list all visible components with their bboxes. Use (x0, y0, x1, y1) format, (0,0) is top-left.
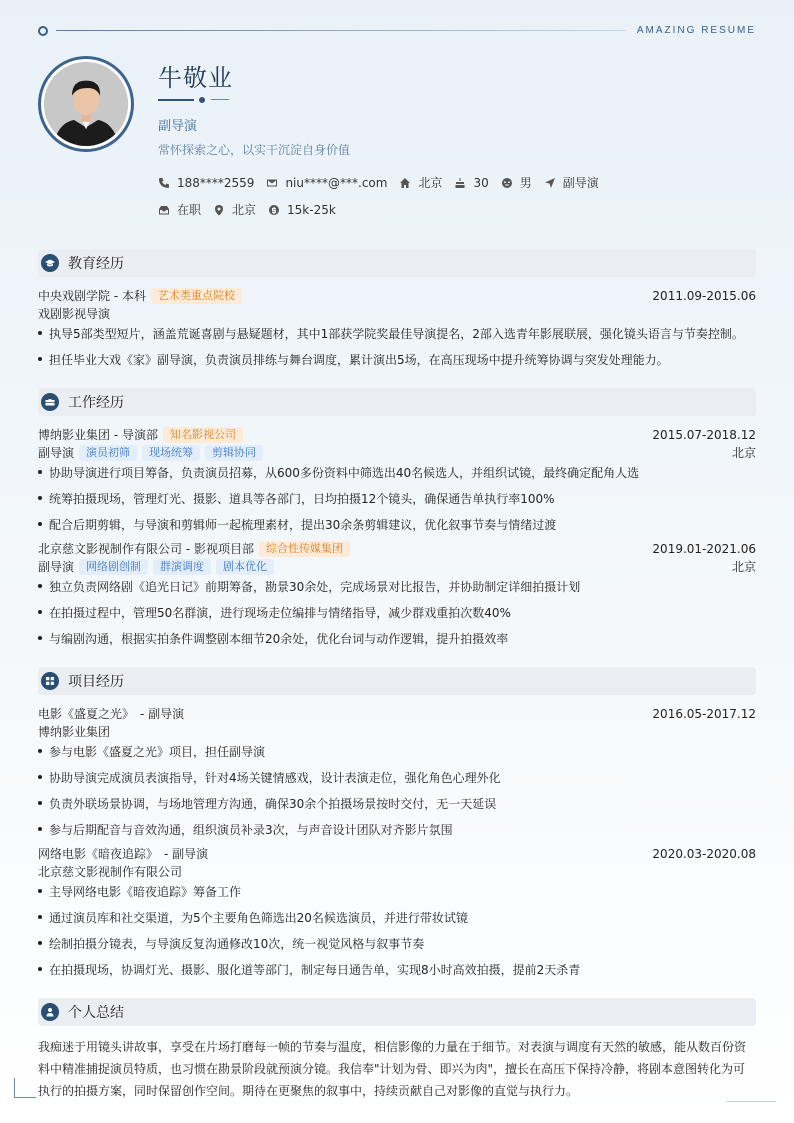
company-name: 博纳影业集团 - 导演部 (38, 428, 158, 442)
target-value: 副导演 (562, 176, 599, 190)
grid-icon (41, 672, 59, 690)
list-item: 主导网络电影《暗夜追踪》筹备工作 (38, 883, 756, 900)
project-role: - 副导演 (164, 847, 209, 861)
salary-info (268, 203, 336, 217)
list-item: 负责外联场景协调，与场地管理方沟通，确保30余个拍摄场景按时交付，无一天延误 (38, 795, 756, 812)
circle-icon (38, 26, 48, 36)
role-name: 副导演 (38, 560, 75, 574)
school-tag: 艺术类重点院校 (151, 288, 242, 304)
city-value: 北京 (418, 176, 443, 190)
target-city-value: 北京 (232, 203, 257, 217)
avatar (38, 56, 134, 152)
list-item: 在拍摄过程中，管理50名群演，进行现场走位编排与情绪指导，减少群戏重拍次数40% (38, 604, 756, 621)
contact-info-row (158, 174, 611, 191)
list-item: 协助导演完成演员表演指导，针对4场关键情感戏，设计表演走位，强化角色心理外化 (38, 769, 756, 786)
brand-label: AMAZING RESUME (636, 25, 756, 36)
date-range: 2020.03-2020.08 (652, 846, 756, 861)
status-info (158, 201, 201, 218)
role-name: 副导演 (38, 446, 75, 460)
skill-tag: 群演调度 (153, 559, 211, 575)
briefcase-icon (41, 393, 59, 411)
work-role-row (38, 444, 756, 461)
project-header (38, 845, 756, 862)
section-title: 教育经历 (68, 256, 124, 272)
date-range: 2011.09-2015.06 (652, 288, 756, 303)
company-tag: 知名影视公司 (163, 427, 243, 443)
avatar-photo (44, 62, 128, 146)
motto: 常怀探索之心，以实干沉淀自身价值 (158, 143, 351, 157)
list-item: 在拍摄现场，协调灯光、摄影、服化道等部门，制定每日通告单，实现8小时高效拍摄，提前2天杀青 (38, 961, 756, 978)
graduation-cap-icon (41, 254, 59, 272)
major-name: 戏剧影视导演 (38, 307, 111, 321)
target-info (544, 174, 599, 191)
section-summary (38, 998, 756, 1026)
mail-icon (266, 177, 278, 189)
home-icon (399, 177, 411, 189)
project-company (38, 723, 756, 740)
age-value: 30 (473, 175, 489, 190)
phone-info (158, 176, 254, 190)
gender-value: 男 (519, 176, 532, 190)
project-header (38, 705, 756, 722)
skill-tag: 现场统筹 (142, 445, 200, 461)
list-item: 配合后期剪辑，与导演和剪辑师一起梳理素材，提出30余条剪辑建议，优化叙事节奏与情绪过渡 (38, 516, 756, 533)
list-item: 参与电影《盛夏之光》项目，担任副导演 (38, 743, 756, 760)
status-value: 在职 (177, 203, 202, 217)
company-tag: 综合性传媒集团 (259, 541, 350, 557)
list-item: 绘制拍摄分镜表，与导演反复沟通修改10次，统一视觉风格与叙事节奏 (38, 935, 756, 952)
divider (56, 30, 626, 31)
section-title: 个人总结 (68, 1005, 124, 1021)
company-name: 北京慈文影视制作有限公司 - 影视项目部 (38, 542, 254, 556)
work-header (38, 426, 756, 443)
section-work (38, 388, 756, 416)
project-name: 网络电影《暗夜追踪》 (38, 847, 159, 861)
list-item: 通过演员库和社交渠道，为5个主要角色筛选出20名候选演员，并进行带妆试镜 (38, 909, 756, 926)
list-item: 担任毕业大戏《家》副导演，负责演员排练与舞台调度，累计演出5场，在高压现场中提升统筹协调与突发处理能力。 (38, 351, 756, 368)
work-city: 北京 (731, 560, 756, 574)
location-pin-icon (213, 204, 225, 216)
salary-value: 15k-25k (287, 202, 336, 217)
section-title: 项目经历 (68, 674, 124, 690)
corner-decoration (14, 1078, 36, 1098)
job-intent-row (158, 201, 348, 218)
date-range: 2019.01-2021.06 (652, 541, 756, 556)
email-value: niu****@***.com (285, 175, 388, 190)
project-company (38, 863, 756, 880)
list-item: 参与后期配音与音效沟通，组织演员补录3次，与声音设计团队对齐影片氛围 (38, 821, 756, 838)
name-decoration (158, 96, 230, 104)
candidate-name: 牛敬业 (158, 64, 233, 92)
user-icon (41, 1003, 59, 1021)
section-title: 工作经历 (68, 395, 124, 411)
money-icon (268, 204, 280, 216)
phone-value: 188****2559 (177, 175, 255, 190)
skill-tag: 剧本优化 (216, 559, 274, 575)
work-role-row (38, 558, 756, 575)
date-range: 2016.05-2017.12 (652, 706, 756, 721)
summary-text: 我痴迷于用镜头讲故事，享受在片场打磨每一帧的节奏与温度，相信影像的力量在于细节。对表演与调度有天然的敏感，能从数百份资料中精准捕捉演员特质，也习惯在勘景阶段就预演分镜。我信奉"计划为骨、即兴为肉"，擅长在高压下保持冷静，将剧本意图转化为可执行的拍摄方案，同时保留创作空间。期待在更聚焦的叙事中，持续贡献自己对影像的直觉与执行力。 (38, 1040, 747, 1098)
list-item: 协助导演进行项目筹备，负责演员招募，从600多份资料中筛选出40名候选人，并组织试镜，最终确定配角人选 (38, 464, 756, 481)
job-title: 副导演 (158, 119, 198, 134)
list-item: 与编剧沟通，根据实拍条件调整剧本细节20余处，优化台词与动作逻辑，提升拍摄效率 (38, 630, 756, 647)
skill-tag: 网络剧创制 (79, 559, 148, 575)
inbox-icon (158, 204, 170, 216)
send-icon (544, 177, 556, 189)
school-name: 中央戏剧学院 - 本科 (38, 289, 146, 303)
skill-tag: 演员初筛 (79, 445, 137, 461)
age-info (454, 176, 488, 190)
skill-tag: 剪辑协同 (205, 445, 263, 461)
target-city-info (213, 201, 256, 218)
cake-icon (454, 177, 466, 189)
work-city: 北京 (731, 446, 756, 460)
education-header (38, 287, 756, 304)
city-info (399, 174, 442, 191)
project-company-name: 北京慈文影视制作有限公司 (38, 865, 183, 879)
date-range: 2015.07-2018.12 (652, 427, 756, 442)
work-header (38, 540, 756, 557)
corner-decoration (726, 1101, 776, 1102)
major (38, 305, 756, 322)
section-project (38, 667, 756, 695)
list-item: 执导5部类型短片，涵盖荒诞喜剧与悬疑题材，其中1部获学院奖最佳导演提名，2部入选青年影展联展，强化镜头语言与节奏控制。 (38, 325, 756, 342)
person-icon (44, 62, 128, 146)
section-education (38, 249, 756, 277)
phone-icon (158, 177, 170, 189)
list-item: 统筹拍摄现场，管理灯光、摄影、道具等各部门，日均拍摄12个镜头，确保通告单执行率100% (38, 490, 756, 507)
smile-icon (501, 177, 513, 189)
gender-info (501, 174, 532, 191)
list-item: 独立负责网络剧《追光日记》前期筹备，勘景30余处，完成场景对比报告，并协助制定详细拍摄计划 (38, 578, 756, 595)
project-company-name: 博纳影业集团 (38, 725, 111, 739)
email-info (266, 176, 387, 190)
project-name: 电影《盛夏之光》 (38, 707, 135, 721)
project-role: - 副导演 (140, 707, 185, 721)
top-decoration (38, 26, 756, 36)
